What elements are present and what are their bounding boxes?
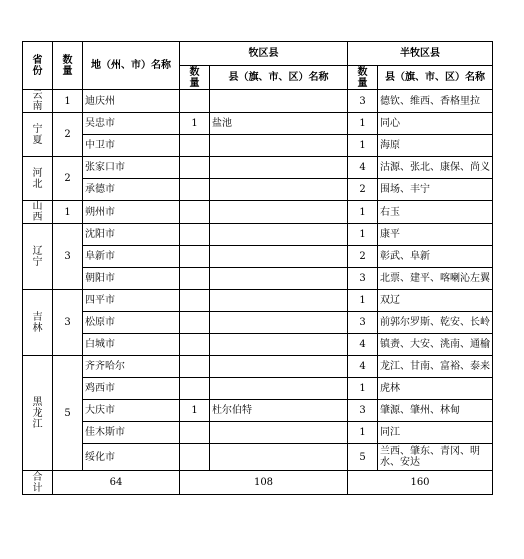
semi-count: 1 [348, 422, 378, 444]
pastoral-count [180, 312, 210, 334]
table-row [23, 268, 493, 290]
semi-names: 镇赉、大安、洮南、通榆 [378, 334, 493, 356]
city-name: 承德市 [83, 179, 180, 201]
pastoral-names [210, 290, 348, 312]
table-row [23, 224, 493, 246]
pastoral-names [210, 422, 348, 444]
pastoral-count: 1 [180, 400, 210, 422]
pastoral-count [180, 334, 210, 356]
pastoral-names [210, 201, 348, 224]
table-row [23, 334, 493, 356]
county-table [22, 41, 493, 495]
province-count: 5 [53, 356, 83, 471]
city-name: 佳木斯市 [83, 422, 180, 444]
total-semi: 160 [348, 471, 493, 495]
semi-names: 肇源、肇州、林甸 [378, 400, 493, 422]
table-row [23, 157, 493, 179]
semi-count: 4 [348, 157, 378, 179]
total-row [23, 471, 493, 495]
pastoral-count [180, 268, 210, 290]
pastoral-count [180, 246, 210, 268]
table-row [23, 246, 493, 268]
pastoral-count [180, 157, 210, 179]
pastoral-names [210, 312, 348, 334]
semi-count: 3 [348, 268, 378, 290]
table-row [23, 201, 493, 224]
pastoral-names [210, 157, 348, 179]
city-name: 鸡西市 [83, 378, 180, 400]
city-name: 朝阳市 [83, 268, 180, 290]
semi-count: 1 [348, 378, 378, 400]
semi-names: 海原 [378, 135, 493, 157]
header-count: 数量 [53, 42, 83, 90]
semi-count: 2 [348, 246, 378, 268]
total-label: 合计 [23, 471, 53, 495]
province-count: 3 [53, 290, 83, 356]
semi-count: 1 [348, 224, 378, 246]
semi-count: 3 [348, 90, 378, 113]
table-row [23, 378, 493, 400]
pastoral-count [180, 356, 210, 378]
pastoral-names [210, 444, 348, 471]
city-name: 四平市 [83, 290, 180, 312]
header-row-top [23, 42, 493, 66]
province-count: 2 [53, 157, 83, 201]
semi-names: 龙江、甘南、富裕、泰来 [378, 356, 493, 378]
pastoral-names [210, 135, 348, 157]
semi-names: 沽源、张北、康保、尚义 [378, 157, 493, 179]
city-name: 齐齐哈尔 [83, 356, 180, 378]
pastoral-count [180, 224, 210, 246]
semi-count: 1 [348, 201, 378, 224]
pastoral-names: 杜尔伯特 [210, 400, 348, 422]
pastoral-count [180, 135, 210, 157]
province-count: 3 [53, 224, 83, 290]
semi-count: 1 [348, 290, 378, 312]
pastoral-names [210, 224, 348, 246]
city-name: 绥化市 [83, 444, 180, 471]
province-cell: 宁夏 [23, 113, 53, 157]
city-name: 松原市 [83, 312, 180, 334]
table-row [23, 356, 493, 378]
pastoral-count: 1 [180, 113, 210, 135]
table-row [23, 135, 493, 157]
city-name: 白城市 [83, 334, 180, 356]
pastoral-count [180, 90, 210, 113]
table-row [23, 444, 493, 471]
pastoral-names [210, 90, 348, 113]
semi-names: 彰武、阜新 [378, 246, 493, 268]
pastoral-count [180, 422, 210, 444]
city-name: 大庆市 [83, 400, 180, 422]
pastoral-count [180, 290, 210, 312]
total-pastoral: 108 [180, 471, 348, 495]
table-row [23, 290, 493, 312]
city-name: 吴忠市 [83, 113, 180, 135]
semi-names: 兰西、肇东、青冈、明水、安达 [378, 444, 493, 471]
semi-count: 4 [348, 356, 378, 378]
semi-count: 2 [348, 179, 378, 201]
semi-names: 康平 [378, 224, 493, 246]
pastoral-names: 盐池 [210, 113, 348, 135]
pastoral-count [180, 201, 210, 224]
header-semi-group: 半牧区县 [348, 42, 493, 66]
province-cell: 山西 [23, 201, 53, 224]
semi-count: 4 [348, 334, 378, 356]
semi-count: 3 [348, 312, 378, 334]
header-pastoral-count: 数量 [180, 66, 210, 90]
table-row [23, 90, 493, 113]
semi-count: 5 [348, 444, 378, 471]
table-row [23, 422, 493, 444]
semi-names: 右玉 [378, 201, 493, 224]
semi-names: 围场、丰宁 [378, 179, 493, 201]
city-name: 中卫市 [83, 135, 180, 157]
pastoral-names [210, 334, 348, 356]
province-cell: 吉林 [23, 290, 53, 356]
table-row [23, 179, 493, 201]
semi-names: 同心 [378, 113, 493, 135]
semi-count: 1 [348, 113, 378, 135]
header-semi-name: 县（旗、市、区）名称 [378, 66, 493, 90]
province-count: 1 [53, 90, 83, 113]
city-name: 迪庆州 [83, 90, 180, 113]
semi-count: 3 [348, 400, 378, 422]
semi-names: 前郭尔罗斯、乾安、长岭 [378, 312, 493, 334]
city-name: 沈阳市 [83, 224, 180, 246]
header-prefecture: 地（州、市）名称 [83, 42, 180, 90]
semi-names: 北票、建平、喀喇沁左翼 [378, 268, 493, 290]
city-name: 张家口市 [83, 157, 180, 179]
province-cell: 辽宁 [23, 224, 53, 290]
total-cities: 64 [53, 471, 180, 495]
semi-names: 德钦、维西、香格里拉 [378, 90, 493, 113]
pastoral-names [210, 356, 348, 378]
province-count: 2 [53, 113, 83, 157]
header-pastoral-group: 牧区县 [180, 42, 348, 66]
semi-count: 1 [348, 135, 378, 157]
pastoral-names [210, 268, 348, 290]
table-row [23, 400, 493, 422]
semi-names: 同江 [378, 422, 493, 444]
province-count: 1 [53, 201, 83, 224]
semi-names: 双辽 [378, 290, 493, 312]
pastoral-count [180, 179, 210, 201]
pastoral-names [210, 378, 348, 400]
header-semi-count: 数量 [348, 66, 378, 90]
table-row [23, 113, 493, 135]
header-province: 省份 [23, 42, 53, 90]
pastoral-names [210, 246, 348, 268]
header-pastoral-name: 县（旗、市、区）名称 [210, 66, 348, 90]
city-name: 朔州市 [83, 201, 180, 224]
table-row [23, 312, 493, 334]
province-cell: 云南 [23, 90, 53, 113]
semi-names: 虎林 [378, 378, 493, 400]
table-body [23, 90, 493, 471]
province-cell: 河北 [23, 157, 53, 201]
pastoral-count [180, 378, 210, 400]
province-cell: 黑龙江 [23, 356, 53, 471]
pastoral-count [180, 444, 210, 471]
city-name: 阜新市 [83, 246, 180, 268]
pastoral-names [210, 179, 348, 201]
